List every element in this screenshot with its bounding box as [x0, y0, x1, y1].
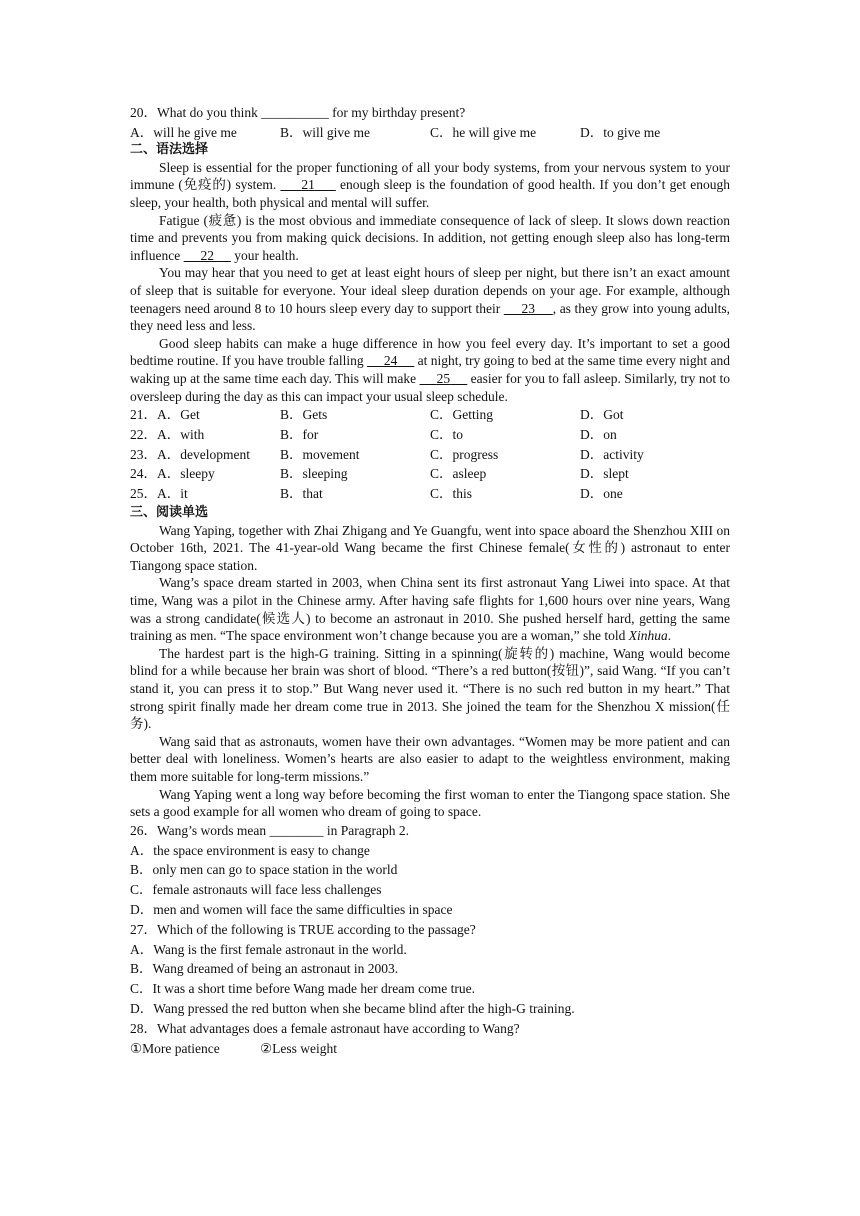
blank-24: 24: [383, 353, 398, 369]
q26-option-b: B．only men can go to space station in the world: [130, 862, 398, 878]
q22-options: 22．A．with B．for C．to D．on: [130, 426, 617, 442]
section3-paragraph-2: Wang’s space dream started in 2003, when China sent its first astronaut Yang Liwei into space. At that time, Wang was a pilot in the Chinese army. After having safe flights for 1,600 hours over nine years, Wang was a strong candidate(候选人) to become an astronaut in 2010. She pushed herself hard, getting the same training as men. “The space environment won’t change because you are a woman,” she told Xinhua.: [130, 575, 730, 644]
q20-stem: 20．What do you think __________ for my birthday present?: [130, 105, 466, 120]
xinhua-italic: Xinhua: [628, 628, 668, 644]
q26-option-c: C．female astronauts will face less challenges: [130, 882, 382, 898]
q27-option-a: A．Wang is the first female astronaut in the world.: [130, 941, 407, 957]
q28-choices: [130, 1039, 730, 1059]
section2-title: 二、语法选择: [130, 142, 209, 158]
q20-options: [130, 124, 730, 142]
section3-paragraph-1: Wang Yaping, together with Zhai Zhigang and Ye Guangfu, went into space aboard the Shenzhou XIII on October 16th, 2021. The 41-year-old Wang became the first Chinese female(女性的) astronaut to enter Tiangong space station.: [130, 522, 730, 573]
q20-option-b: B．will give me: [280, 124, 370, 140]
q26-stem: 26．Wang’s words mean ________ in Paragraph 2.: [130, 822, 409, 838]
q20-option-d: D．to give me: [580, 124, 661, 140]
q27-option-c: C．It was a short time before Wang made her dream come true.: [130, 981, 476, 997]
q26-option-a: A．the space environment is easy to change: [130, 842, 370, 858]
q20-option-c: C．he will give me: [430, 124, 537, 140]
section2-paragraph-1: Sleep is essential for the proper functioning of all your body systems, from your nervous system to your immune (免疫的) system. 21 enough sleep is the foundation of good health. If you don’t get enough sleep, your health, both physical and mental will suffer.: [130, 159, 731, 210]
section3-paragraph-4: Wang said that as astronauts, women have their own advantages. “Women may be more patient and can better deal with loneliness. Women’s hearts are also easier to adapt to the weightless environment, making them more suitable for long-term missions.”: [130, 733, 730, 784]
blank-23: 23: [521, 300, 536, 316]
q28-choice-1: ①More patience: [130, 1040, 220, 1056]
q20-option-a: A．will he give me: [130, 124, 237, 140]
q28-choice-2: ②Less weight: [260, 1040, 337, 1056]
q25-options: 25．A．it B．that C．this D．one: [130, 486, 623, 502]
section3-paragraph-5: Wang Yaping went a long way before becoming the first woman to enter the Tiangong space station. She sets a good example for all women who dream of going to space.: [130, 786, 730, 820]
q27-option-d: D．Wang pressed the red button when she became blind after the high-G training.: [130, 1000, 575, 1016]
section2-options: [130, 405, 730, 504]
blank-22: 22: [200, 247, 214, 263]
q24-options: 24．A．sleepy B．sleeping C．asleep D．slept: [130, 466, 629, 482]
q21-options: 21．A．Get B．Gets C．Getting D．Got: [130, 407, 624, 423]
q26-option-d: D．men and women will face the same difficulties in space: [130, 901, 453, 917]
section2-paragraph-4: Good sleep habits can make a huge difference in how you feel every day. It’s important to set a good bedtime routine. If you have trouble falling 24 at night, try going to bed at the same time every night and waking up at the same time each day. This will make 25 easier for you to fall asleep. Similarly, try not to oversleep during the day as this can impact your usual sleep schedule.: [130, 335, 731, 404]
document-content: [130, 104, 730, 1058]
blank-21: 21: [301, 177, 315, 193]
section2-paragraph-2: Fatigue (疲惫) is the most obvious and immediate consequence of lack of sleep. It slows down reaction time and prevents you from making quick decisions. In addition, not getting enough sleep also has long-term influence 22 your health.: [130, 212, 730, 263]
blank-25: 25: [436, 370, 451, 386]
q23-options: 23．A．development B．movement C．progress D．activity: [130, 446, 644, 462]
section3-title: 三、阅读单选: [130, 505, 209, 521]
q27-stem: 27．Which of the following is TRUE according to the passage?: [130, 921, 476, 937]
q27-option-b: B．Wang dreamed of being an astronaut in 2003.: [130, 961, 399, 977]
section3-paragraph-3: The hardest part is the high-G training. Sitting in a spinning(旋转的) machine, Wang would become blind for a while because her brain was short of blood. “There’s a red button(按钮)”, said Wang. “If you can’t stand it, you can press it to stop.” But Wang never used it. “There is no such red button in my heart.” That strong spirit finally made her dream come true in 2013. She joined the team for the Shenzhou X mission(任务).: [130, 645, 730, 732]
q28-stem: 28．What advantages does a female astronaut have according to Wang?: [130, 1020, 520, 1036]
section2-paragraph-3: You may hear that you need to get at least eight hours of sleep per night, but there isn’t an exact amount of sleep that is suitable for everyone. Your ideal sleep duration depends on your age. For example, although teenagers need around 8 to 10 hours sleep every day to support their 23 , as they grow into young adults, they need less and less.: [130, 265, 731, 334]
